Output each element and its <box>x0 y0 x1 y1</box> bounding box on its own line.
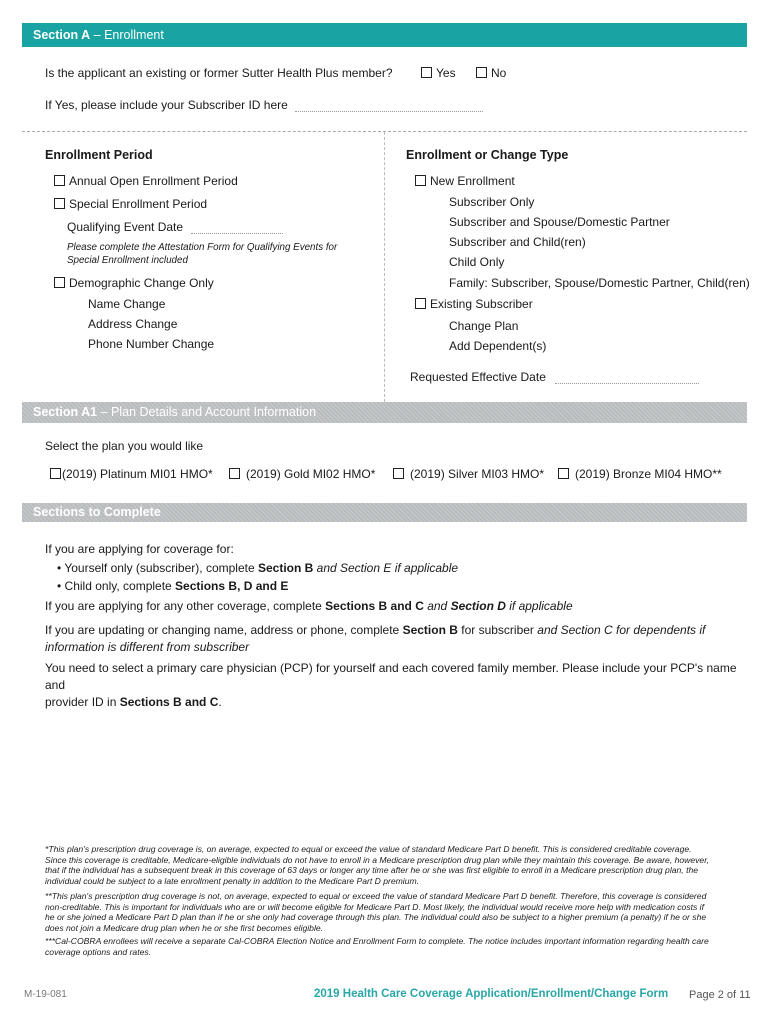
existing-subscriber-option[interactable] <box>415 297 533 311</box>
existing-subscriber-label: Existing Subscriber <box>430 297 533 311</box>
section-a1-header-bold: Section A1 <box>33 405 98 419</box>
pcp-paragraph <box>45 660 745 711</box>
existing-yes-label: Yes <box>436 66 456 80</box>
footnote-double-star <box>45 891 745 933</box>
pcp-d: . <box>218 695 222 709</box>
new-enrollment-option[interactable] <box>415 174 515 188</box>
footer-title: 2019 Health Care Coverage Application/Enrollment/Change Form <box>314 988 669 1000</box>
bullet-yourself-text-b: Section B <box>257 561 314 575</box>
checkbox-icon[interactable] <box>415 298 426 309</box>
update-info-b: Section B <box>402 623 458 637</box>
effective-date-label: Requested Effective Date <box>410 370 546 384</box>
demographic-change-label: Demographic Change Only <box>69 276 214 290</box>
checkbox-icon[interactable] <box>54 277 65 288</box>
subscriber-only-item[interactable]: Subscriber Only <box>449 195 535 209</box>
bullet-child-text-b: Sections B, D and E <box>175 579 289 593</box>
bullet-child-text-a: Child only, complete <box>64 579 176 593</box>
sections-to-complete-title: Sections to Complete <box>33 505 161 519</box>
form-code: M-19-081 <box>24 989 67 1000</box>
footnote-line: *This plan's prescription drug coverage is, on average, expected to equal or exceed the value of standard Medicare Part D benefit. This is considered creditable coverage. <box>45 844 692 854</box>
subscriber-id-row <box>45 98 483 112</box>
attestation-note-line-2: Special Enrollment included <box>67 255 188 266</box>
update-info-a: If you are updating or changing name, address or phone, complete <box>45 623 403 637</box>
phone-change-item[interactable]: Phone Number Change <box>88 337 215 351</box>
qualifying-event-row <box>67 220 283 234</box>
bullet-yourself-text-c: and Section E if applicable <box>313 561 459 575</box>
section-a1-header <box>22 402 747 423</box>
checkbox-icon[interactable] <box>50 468 61 479</box>
footnote-line: that if the individual has a subsequent break in this coverage of 63 days or longer any time after he or she was first eligible to enroll in a Medicare prescription drug plan, the <box>45 865 699 876</box>
other-coverage-b: Sections B and C <box>325 599 424 613</box>
plan-label-gold: (2019) Gold MI02 HMO* <box>246 467 376 481</box>
bullet-child <box>57 579 288 593</box>
bullet-icon: • <box>57 579 62 593</box>
page-number: Page 2 of 11 <box>689 989 751 1001</box>
name-change-item[interactable]: Name Change <box>88 297 166 311</box>
child-only-item[interactable]: Child Only <box>449 255 505 269</box>
section-a-header <box>22 23 747 47</box>
plan-option-gold[interactable] <box>229 467 375 481</box>
bullet-yourself <box>57 561 458 575</box>
checkbox-icon[interactable] <box>393 468 404 479</box>
coverage-intro: If you are applying for coverage for: <box>45 542 234 556</box>
plan-label-silver: (2019) Silver MI03 HMO* <box>410 467 545 481</box>
address-change-item[interactable]: Address Change <box>88 317 178 331</box>
plan-label-bronze: (2019) Bronze MI04 HMO** <box>575 467 722 481</box>
sections-to-complete-header <box>22 503 747 522</box>
annual-open-enrollment-label: Annual Open Enrollment Period <box>69 174 238 188</box>
existing-no-option[interactable] <box>476 66 506 80</box>
plan-option-bronze[interactable] <box>558 467 722 481</box>
pcp-a: You need to select a primary care physician (PCP) for yourself and each covered family member. Please include your PCP's name and <box>45 661 737 692</box>
section-a-header-rest: – Enrollment <box>90 28 164 42</box>
update-info-c: for subscriber <box>457 623 538 637</box>
subscriber-spouse-item[interactable]: Subscriber and Spouse/Domestic Partner <box>449 215 670 229</box>
checkbox-icon[interactable] <box>476 67 487 78</box>
update-info-e: information is different from subscriber <box>45 640 250 654</box>
change-plan-item[interactable]: Change Plan <box>449 319 519 333</box>
demographic-change-option[interactable] <box>54 276 214 290</box>
checkbox-icon[interactable] <box>54 175 65 186</box>
new-enrollment-label: New Enrollment <box>430 174 515 188</box>
special-enrollment-label: Special Enrollment Period <box>69 197 208 211</box>
checkbox-icon[interactable] <box>558 468 569 479</box>
update-info-d: and Section C for dependents if <box>537 623 706 637</box>
qualifying-event-date-field[interactable] <box>191 223 283 234</box>
effective-date-row <box>410 370 699 384</box>
enrollment-type-title: Enrollment or Change Type <box>406 148 569 162</box>
attestation-note-line-1: Please complete the Attestation Form for Qualifying Events for <box>67 242 338 253</box>
other-coverage-a: If you are applying for any other coverage, complete <box>45 599 326 613</box>
update-info-paragraph <box>45 622 735 656</box>
effective-date-field[interactable] <box>555 373 699 384</box>
qualifying-event-label: Qualifying Event Date <box>67 220 184 234</box>
pcp-c: Sections B and C <box>119 695 219 709</box>
footnote-line: individual could be subject to a late enrollment penalty in addition to the Medicare Part D premium. <box>45 875 420 886</box>
subscriber-children-item[interactable]: Subscriber and Child(ren) <box>449 235 586 249</box>
footnote-line: **This plan's prescription drug coverage is not, on average, expected to equal or exceed the value of standard Medicare Part D benefit. Therefore, this coverage is considered <box>45 891 707 901</box>
checkbox-icon[interactable] <box>421 67 432 78</box>
subscriber-id-field[interactable] <box>295 101 483 112</box>
checkbox-icon[interactable] <box>229 468 240 479</box>
plan-option-platinum[interactable] <box>50 467 213 481</box>
add-dependents-item[interactable]: Add Dependent(s) <box>449 339 547 353</box>
attestation-note <box>67 241 337 267</box>
footnote-triple-star <box>45 936 745 957</box>
footnote-line: non-creditable. This is important for individuals who are or will become eligible for Medicare Part D. Most likely, the individual would receive more help with medication costs if <box>45 901 704 912</box>
special-enrollment-option[interactable] <box>54 197 207 211</box>
other-coverage-e: if applicable <box>505 599 573 613</box>
annual-open-enrollment-option[interactable] <box>54 174 238 188</box>
footnote-line: coverage options and rates. <box>45 946 152 957</box>
checkbox-icon[interactable] <box>415 175 426 186</box>
existing-yes-option[interactable] <box>421 66 456 80</box>
checkbox-icon[interactable] <box>54 198 65 209</box>
footnote-line: does not join a Medicare drug plan when he or she first becomes eligible. <box>45 922 324 933</box>
footnote-line: he or she joined a Medicare Part D plan than if he or she only had coverage through this plan. The individual could also be subject to a higher premium (a penalty) if he or she <box>45 912 707 923</box>
existing-member-question: Is the applicant an existing or former Sutter Health Plus member? <box>45 66 393 80</box>
column-divider <box>384 132 385 402</box>
footnote-single-star <box>45 844 745 886</box>
plan-option-silver[interactable] <box>393 467 544 481</box>
section-a-header-bold: Section A <box>33 28 91 42</box>
family-item[interactable]: Family: Subscriber, Spouse/Domestic Partner, Child(ren) <box>449 276 750 290</box>
subscriber-id-label: If Yes, please include your Subscriber ID here <box>45 98 288 112</box>
footnote-line: Since this coverage is creditable, Medicare-eligible individuals do not have to enroll in a Medicare prescription drug plan while they maintain this coverage. Be aware, however, <box>45 854 709 865</box>
bullet-yourself-text-a: Yourself only (subscriber), complete <box>64 561 258 575</box>
plan-label-platinum: (2019) Platinum MI01 HMO* <box>62 467 213 481</box>
other-coverage-d: Section D <box>450 599 506 613</box>
other-coverage-line <box>45 599 573 613</box>
footnote-line: ***Cal-COBRA enrollees will receive a separate Cal-COBRA Election Notice and Enrollment Form to complete. The notice includes important information regarding health care <box>45 936 709 946</box>
enrollment-period-title: Enrollment Period <box>45 148 153 162</box>
select-plan-label: Select the plan you would like <box>45 439 204 453</box>
existing-no-label: No <box>491 66 507 80</box>
section-a1-header-rest: – Plan Details and Account Information <box>97 405 317 419</box>
other-coverage-c: and <box>423 599 451 613</box>
bullet-icon: • <box>57 561 62 575</box>
pcp-b: provider ID in <box>45 695 120 709</box>
